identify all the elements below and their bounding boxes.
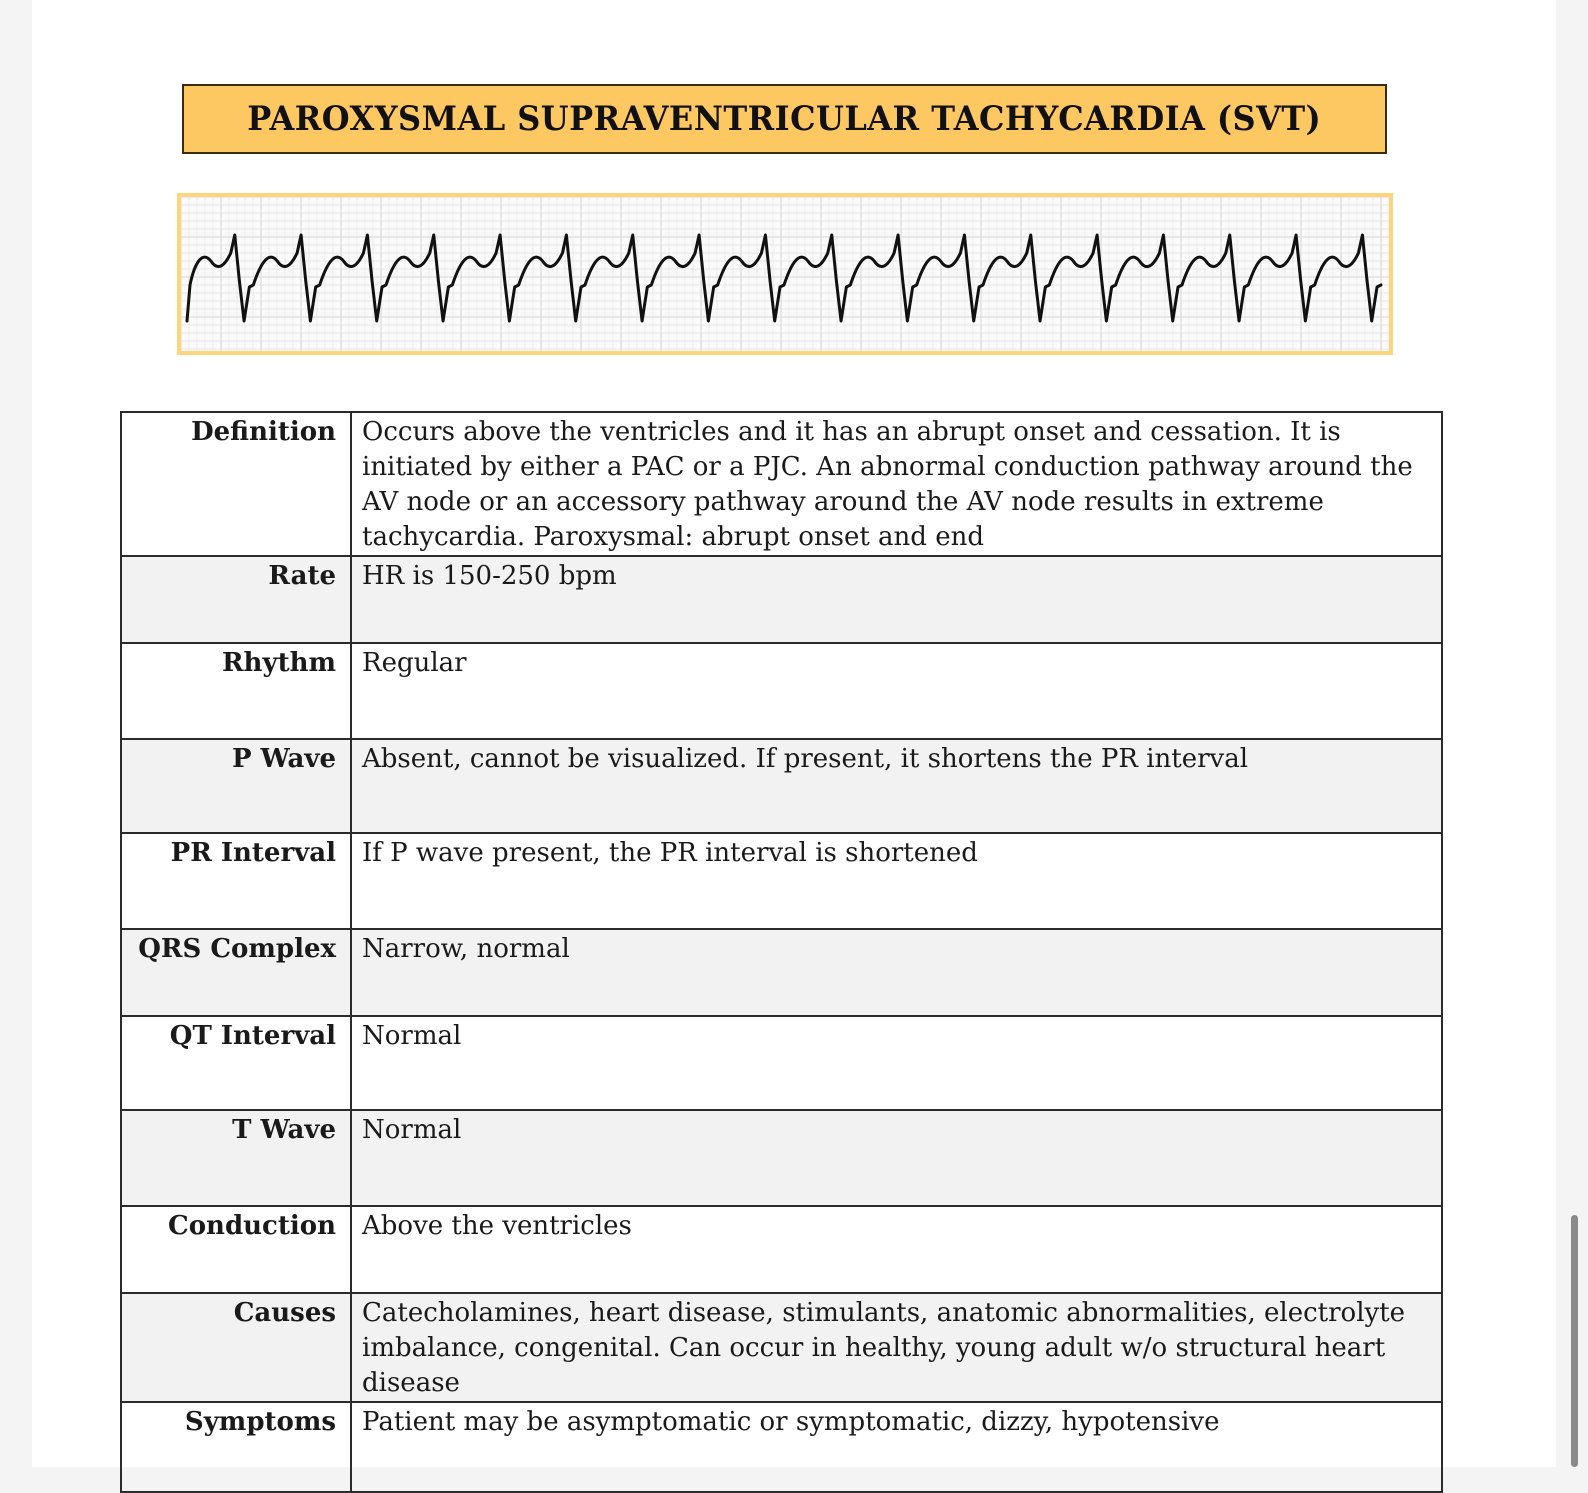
row-value: Narrow, normal	[351, 929, 1442, 1016]
table-row-qrs-complex	[121, 929, 1442, 1016]
ecg-trace	[187, 235, 1381, 321]
row-value: If P wave present, the PR interval is shortened	[351, 833, 1442, 929]
row-label: Causes	[121, 1293, 351, 1402]
row-label: P Wave	[121, 739, 351, 833]
row-value: HR is 150-250 bpm	[351, 556, 1442, 643]
table-row-qt-interval	[121, 1016, 1442, 1110]
row-value: Occurs above the ventricles and it has an abrupt onset and cessation. It is initiated by either a PAC or a PJC. An abnormal conduction pathway around the AV node or an accessory pathway around the AV node results in extreme tachycardia. Paroxysmal: abrupt onset and end	[351, 412, 1442, 556]
row-label: Symptoms	[121, 1402, 351, 1492]
row-label: Rhythm	[121, 643, 351, 739]
ecg-strip	[177, 193, 1393, 355]
table-row-symptoms	[121, 1402, 1442, 1492]
row-value: Regular	[351, 643, 1442, 739]
title-banner	[182, 84, 1387, 154]
row-value: Patient may be asymptomatic or symptomatic, dizzy, hypotensive	[351, 1402, 1442, 1492]
row-value: Catecholamines, heart disease, stimulants, anatomic abnormalities, electrolyte imbalance, congenital. Can occur in healthy, young adult w/o structural heart disease	[351, 1293, 1442, 1402]
row-label: Definition	[121, 412, 351, 556]
table-row-causes	[121, 1293, 1442, 1402]
vertical-scrollbar[interactable]	[1571, 1215, 1578, 1467]
row-label: Rate	[121, 556, 351, 643]
row-label: QRS Complex	[121, 929, 351, 1016]
table-row-rhythm	[121, 643, 1442, 739]
ecg-rhythm-image	[181, 197, 1389, 351]
table-row-definition	[121, 412, 1442, 556]
row-label: Conduction	[121, 1206, 351, 1293]
table-row-pr-interval	[121, 833, 1442, 929]
table-row-conduction	[121, 1206, 1442, 1293]
table-row-t-wave	[121, 1110, 1442, 1206]
row-value: Normal	[351, 1016, 1442, 1110]
rhythm-info-table	[120, 411, 1443, 1493]
table-row-p-wave	[121, 739, 1442, 833]
table-row-rate	[121, 556, 1442, 643]
page-title: PAROXYSMAL SUPRAVENTRICULAR TACHYCARDIA (SVT)	[247, 99, 1322, 139]
document-page	[32, 0, 1556, 1467]
row-label: PR Interval	[121, 833, 351, 929]
row-value: Normal	[351, 1110, 1442, 1206]
row-value: Above the ventricles	[351, 1206, 1442, 1293]
row-label: T Wave	[121, 1110, 351, 1206]
row-value: Absent, cannot be visualized. If present, it shortens the PR interval	[351, 739, 1442, 833]
row-label: QT Interval	[121, 1016, 351, 1110]
